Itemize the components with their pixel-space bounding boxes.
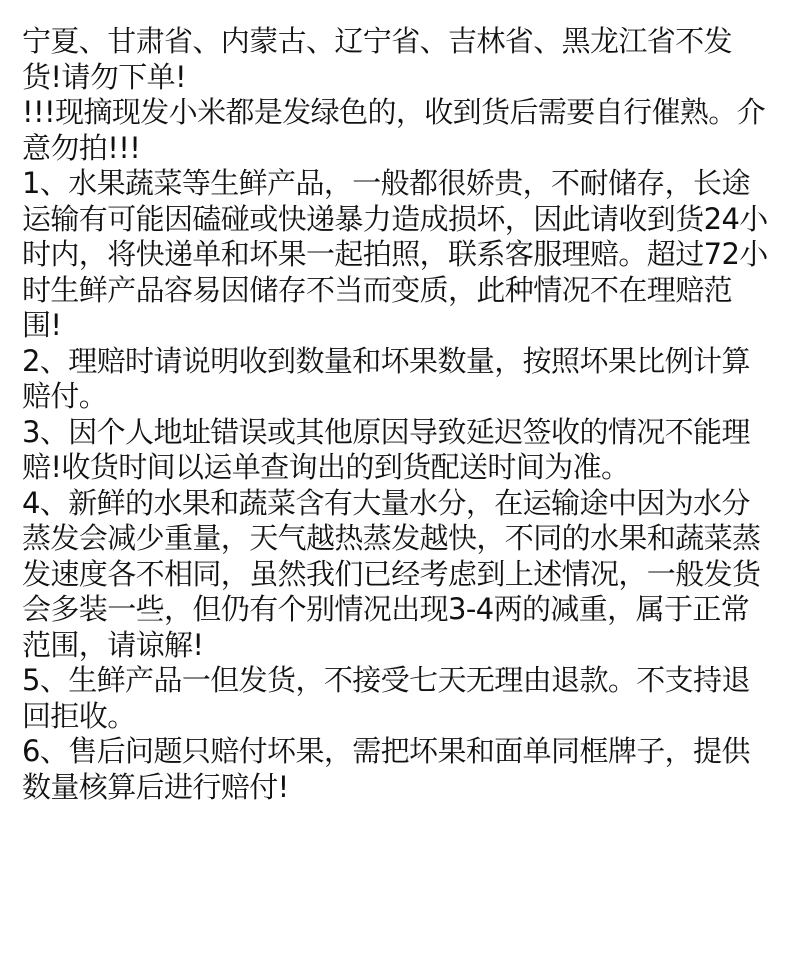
rule-3-address-error: 3、因个人地址错误或其他原因导致延迟签收的情况不能理赔!收货时间以运单查询出的到货配送时间为准。: [22, 414, 750, 484]
green-fruit-notice: !!!现摘现发小米都是发绿色的，收到货后需要自行催熟。介意勿拍!!!: [22, 95, 766, 165]
rule-5-no-return: 5、生鲜产品一但发货，不接受七天无理由退款。不支持退回拒收。: [22, 663, 750, 733]
rule-2-claim-ratio: 2、理赔时请说明收到数量和坏果数量，按照坏果比例计算赔付。: [22, 343, 750, 413]
rule-1-fresh-produce-damage: 1、水果蔬菜等生鲜产品，一般都很娇贵，不耐储存，长途运输有可能因磕碰或快递暴力造成损坏，因此请收到货24小时内，将快递单和坏果一起拍照，联系客服理赔。超过72小时生鲜产品容易因储存不当而变质，此种情况不在理赔范围!: [22, 166, 768, 342]
rule-6-after-sales: 6、售后问题只赔付坏果，需把坏果和面单同框牌子，提供数量核算后进行赔付!: [22, 734, 750, 804]
no-shipping-regions-notice: 宁夏、甘肃省、内蒙古、辽宁省、吉林省、黑龙江省不发货!请勿下单!: [22, 24, 733, 94]
rule-4-weight-loss: 4、新鲜的水果和蔬菜含有大量水分，在运输途中因为水分蒸发会减少重量，天气越热蒸发越快，不同的水果和蔬菜蒸发速度各不相同，虽然我们已经考虑到上述情况，一般发货会多装一些，但仍有个别情况出现3-4两的减重，属于正常范围，请谅解!: [22, 485, 761, 662]
shipping-notice: [22, 24, 770, 805]
